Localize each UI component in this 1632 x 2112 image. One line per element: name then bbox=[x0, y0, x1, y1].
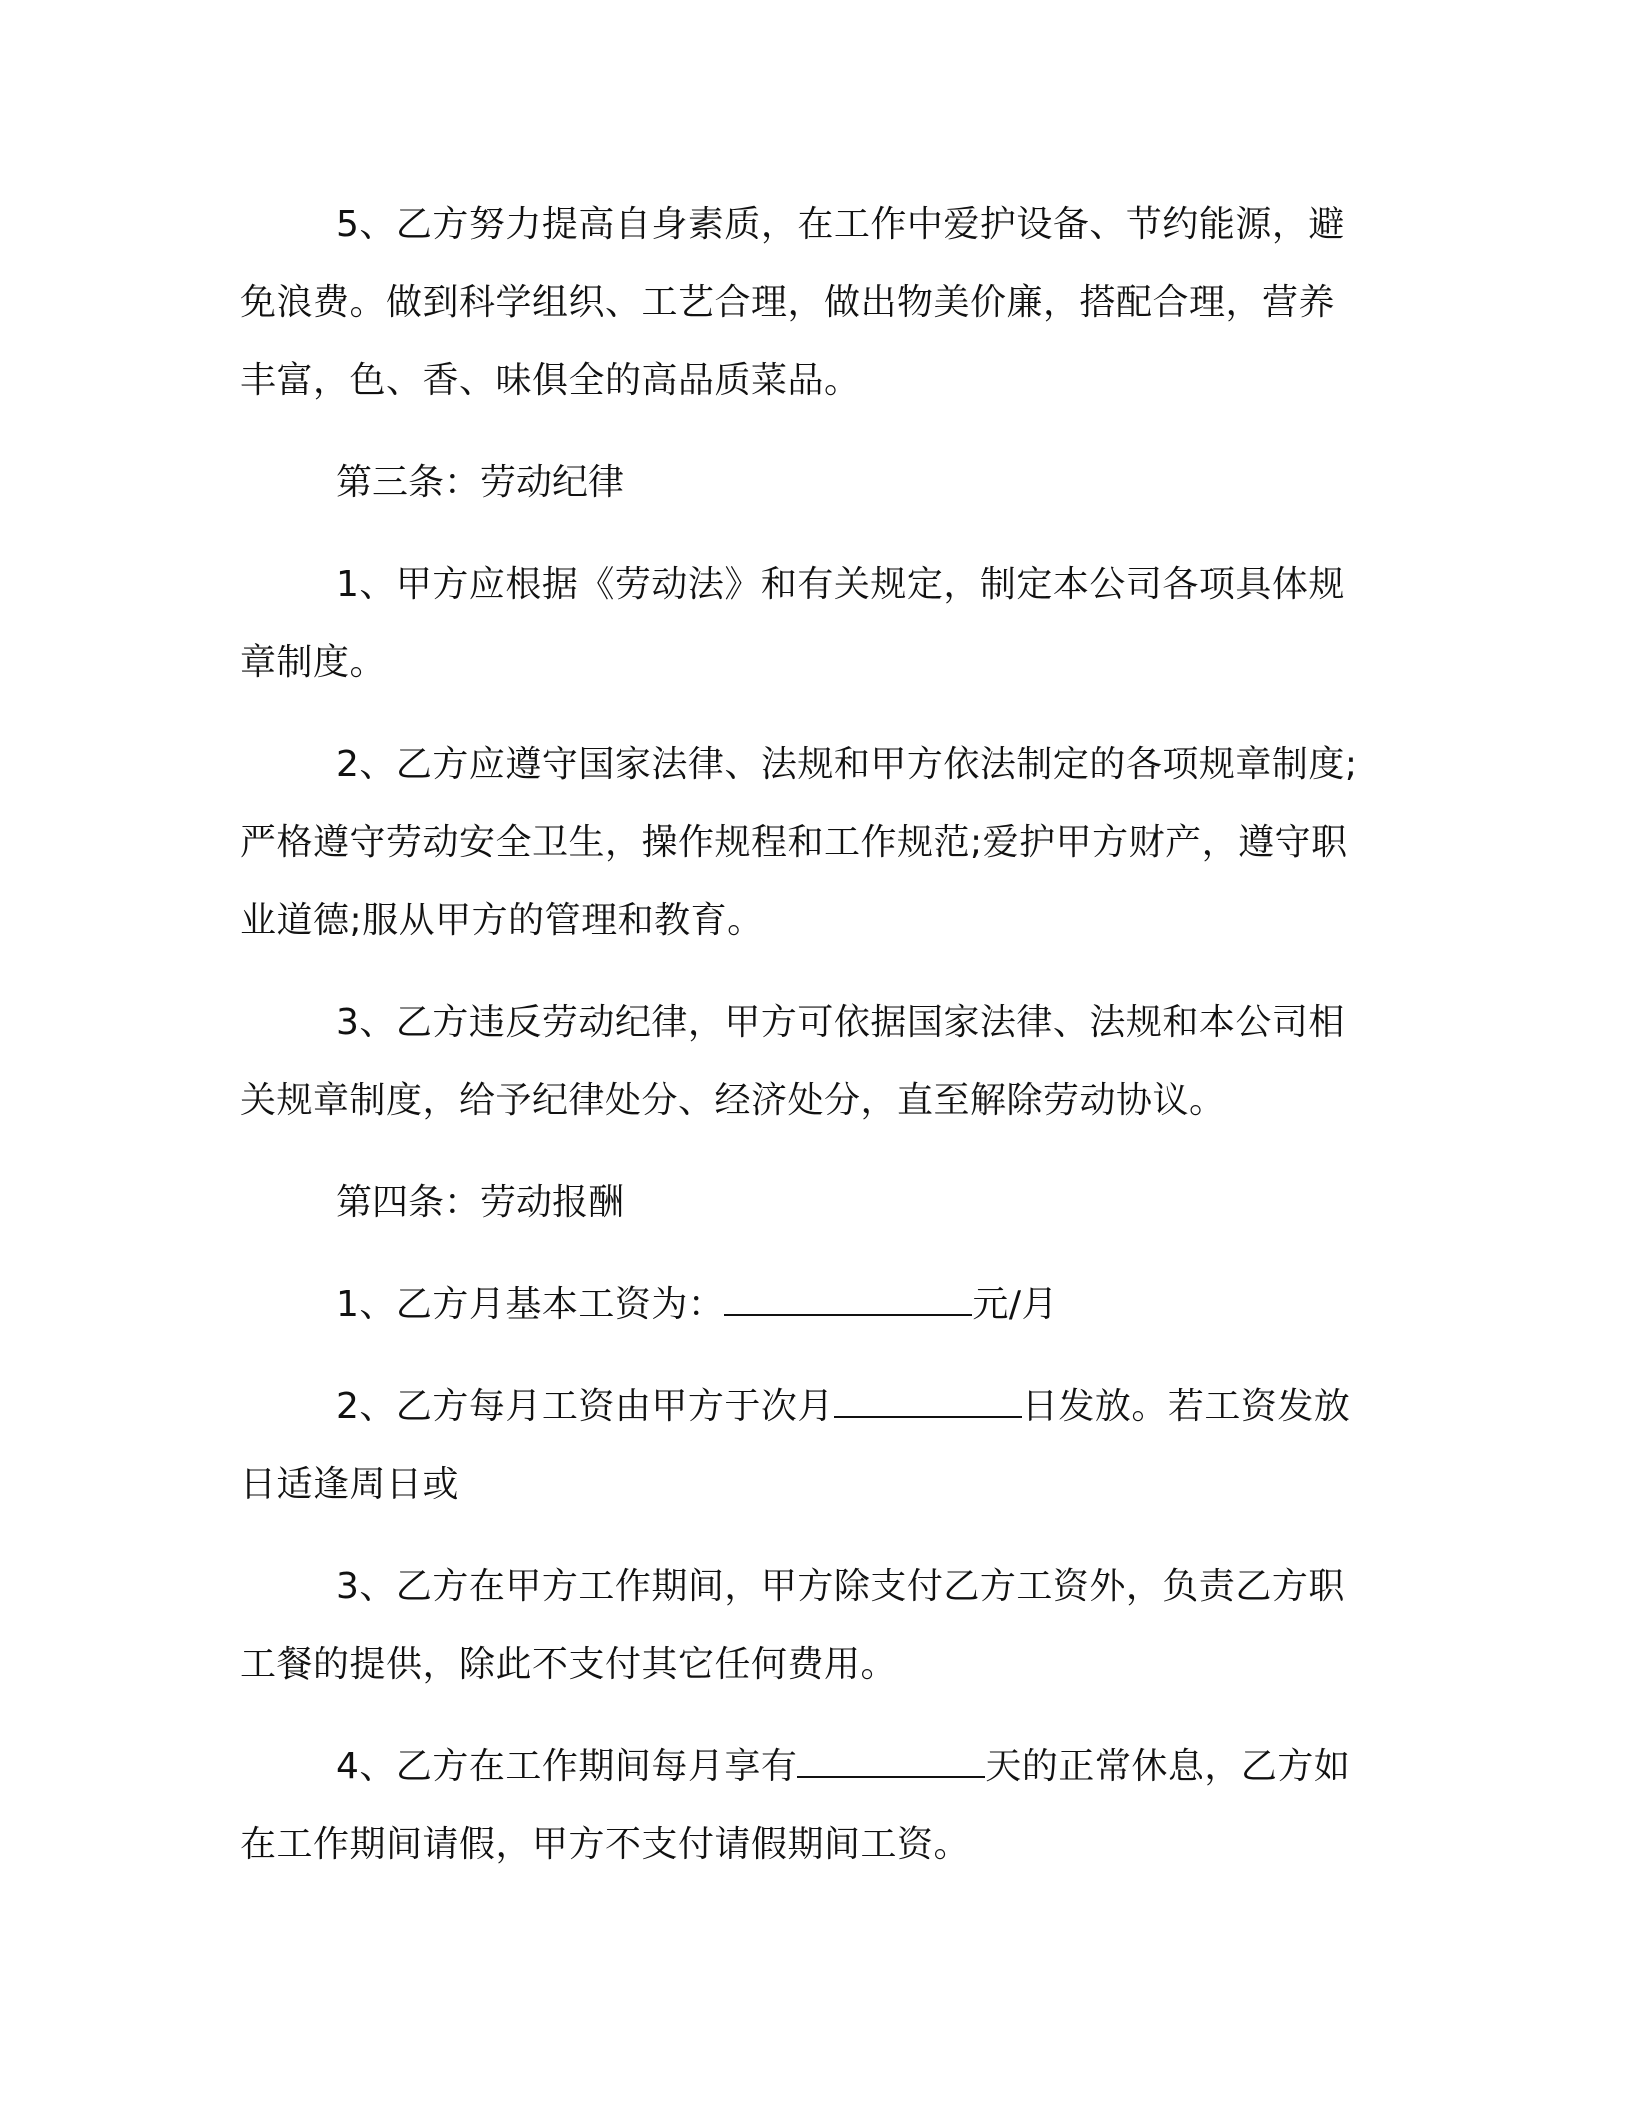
meals-clause: 3、乙方在甲方工作期间，甲方除支付乙方工资外，负责乙方职工餐的提供，除此不支付其它任何费用。 bbox=[240, 1566, 1345, 1685]
rest-suffix: 天的正常休息，乙方如在工作期间请假，甲方不支付请假期间工资。 bbox=[240, 1746, 1351, 1865]
salary-clause bbox=[240, 1266, 1370, 1344]
salary-blank-field[interactable] bbox=[724, 1284, 972, 1316]
rest-days-blank-field[interactable] bbox=[797, 1746, 985, 1778]
payday-clause bbox=[240, 1368, 1370, 1524]
clause-paragraph: 5、乙方努力提高自身素质，在工作中爱护设备、节约能源，避免浪费。做到科学组织、工艺合理，做出物美价廉，搭配合理，营养丰富，色、香、味俱全的高品质菜品。 bbox=[240, 204, 1345, 401]
document-body bbox=[240, 186, 1370, 1908]
section-heading: 第三条：劳动纪律 bbox=[336, 462, 625, 503]
payday-suffix: 日发放。若工资发放日适逢周日或 bbox=[240, 1386, 1351, 1505]
clause-paragraph: 3、乙方违反劳动纪律，甲方可依据国家法律、法规和本公司相关规章制度，给予纪律处分、经济处分，直至解除劳动协议。 bbox=[240, 1002, 1345, 1121]
salary-suffix: 元/月 bbox=[972, 1284, 1059, 1325]
salary-prefix: 1、乙方月基本工资为： bbox=[336, 1284, 725, 1325]
rest-prefix: 4、乙方在工作期间每月享有 bbox=[336, 1746, 798, 1787]
clause-paragraph: 2、乙方应遵守国家法律、法规和甲方依法制定的各项规章制度;严格遵守劳动安全卫生，操作规程和工作规范;爱护甲方财产，遵守职业道德;服从甲方的管理和教育。 bbox=[240, 744, 1358, 941]
rest-clause bbox=[240, 1728, 1370, 1884]
payday-prefix: 2、乙方每月工资由甲方于次月 bbox=[336, 1386, 834, 1427]
section-heading: 第四条：劳动报酬 bbox=[336, 1182, 625, 1223]
payday-blank-field[interactable] bbox=[834, 1386, 1022, 1418]
clause-paragraph: 1、甲方应根据《劳动法》和有关规定，制定本公司各项具体规章制度。 bbox=[240, 564, 1345, 683]
